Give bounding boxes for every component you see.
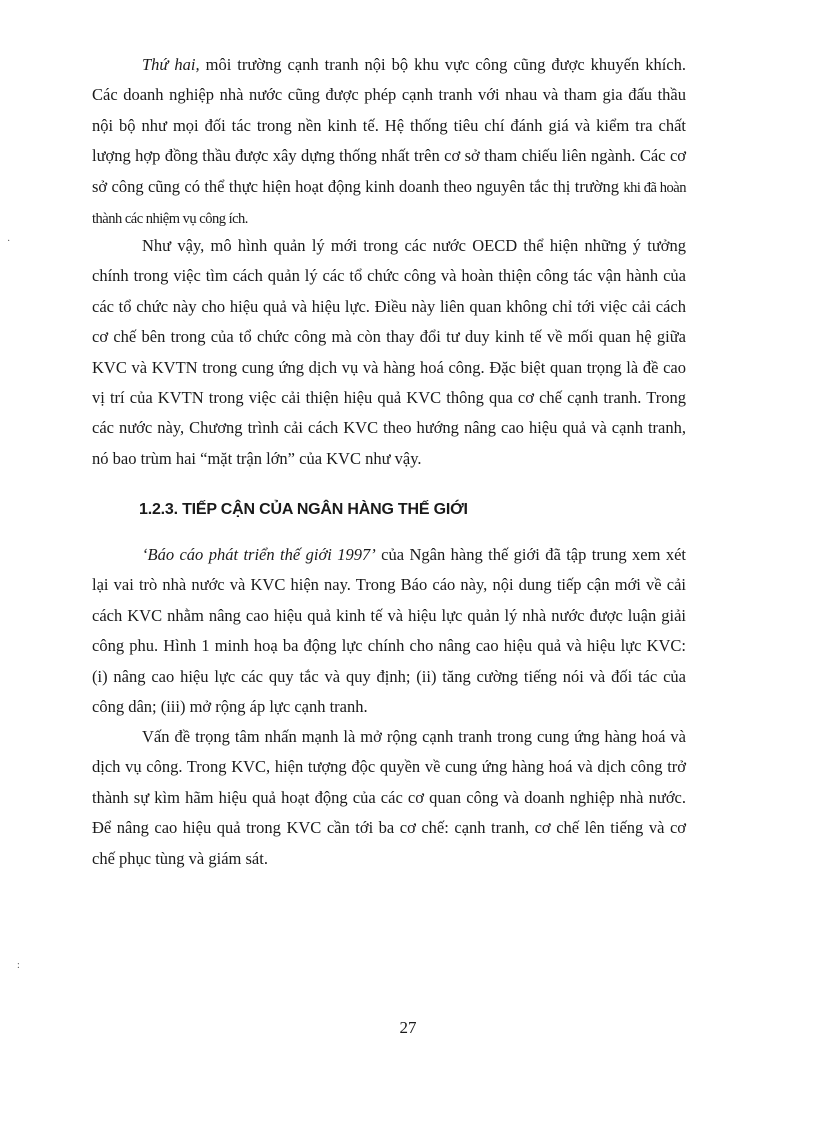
paragraph-oecd-model: Như vậy, mô hình quản lý mới trong các nước OECD thể hiện những ý tưởng chính trong việc tìm cách quản lý các tổ chức công và hoàn thiện công tác vận hành của các tổ chức này cho hiệu quả và hiệu lực. Điều này liên quan không chỉ tới việc cải cách cơ chế bên trong của tổ chức công mà còn thay đổi tư duy kinh tế về mối quan hệ giữa KVC và KVTN trong cung ứng dịch vụ và hàng hoá công. Đặc biệt quan trọng là đề cao vị trí của KVTN trong việc cải thiện hiệu quả KVC thông qua cơ chế cạnh tranh. Trong các nước này, Chương trình cải cách KVC theo hướng nâng cao hiệu quả và cạnh tranh, nó bao trùm hai “mặt trận lớn” của KVC như vậy. (92, 236, 686, 468)
report-title-italic: ‘Báo cáo phát triển thế giới 1997’ (142, 545, 376, 564)
paragraph-thu-hai (92, 50, 686, 234)
paragraph-condensed-tail: khi đã hoàn thành các nhiệm vụ công ích. (92, 179, 686, 228)
paragraph-lead-italic: Thứ hai, (142, 55, 200, 74)
page-number: 27 (399, 1018, 417, 1037)
scan-speck-mark: · (7, 236, 11, 247)
paragraph-body: môi trường cạnh tranh nội bộ khu vực công cũng được khuyến khích. Các doanh nghiệp nhà nước cũng được phép cạnh tranh với nhau và tham gia đấu thầu nội bộ như mọi đối tác trong nền kinh tế. Hệ thống tiêu chí đánh giá và kiểm tra chất lượng hợp đồng thầu được xây dựng thống nhất trên cơ sở tham chiếu liên ngành. Các cơ sở công cũng có thể thực hiện hoạt động kinh doanh theo nguyên tắc thị trường (92, 55, 686, 196)
paragraph-body: của Ngân hàng thế giới đã tập trung xem xét lại vai trò nhà nước và KVC hiện nay. Trong Báo cáo này, nội dung tiếp cận mới về cải cách KVC nhằm nâng cao hiệu quả kinh tế và hiệu lực quản lý nhà nước được luận giải công phu. Hình 1 minh hoạ ba động lực chính cho nâng cao hiệu quả và hiệu lực KVC: (i) nâng cao hiệu lực các quy tắc và quy định; (ii) tăng cường tiếng nói và đối tác của công dân; (iii) mở rộng áp lực cạnh tranh. (92, 545, 686, 717)
paragraph-world-bank-report (92, 540, 686, 722)
paragraph-competition: Vấn đề trọng tâm nhấn mạnh là mở rộng cạnh tranh trong cung ứng hàng hoá và dịch vụ công. Trong KVC, hiện tượng độc quyền về cung ứng hàng hoá và dịch công trở thành sự kìm hãm hiệu quả hoạt động của các cơ quan công và doanh nghiệp nhà nước. Để nâng cao hiệu quả trong KVC cần tới ba cơ chế: cạnh tranh, cơ chế lên tiếng và cơ chế phục tùng và giám sát. (92, 727, 686, 868)
section-heading: 1.2.3. TIẾP CẬN CỦA NGÂN HÀNG THẾ GIỚI (139, 501, 468, 518)
scan-speck-mark: : (17, 960, 20, 971)
